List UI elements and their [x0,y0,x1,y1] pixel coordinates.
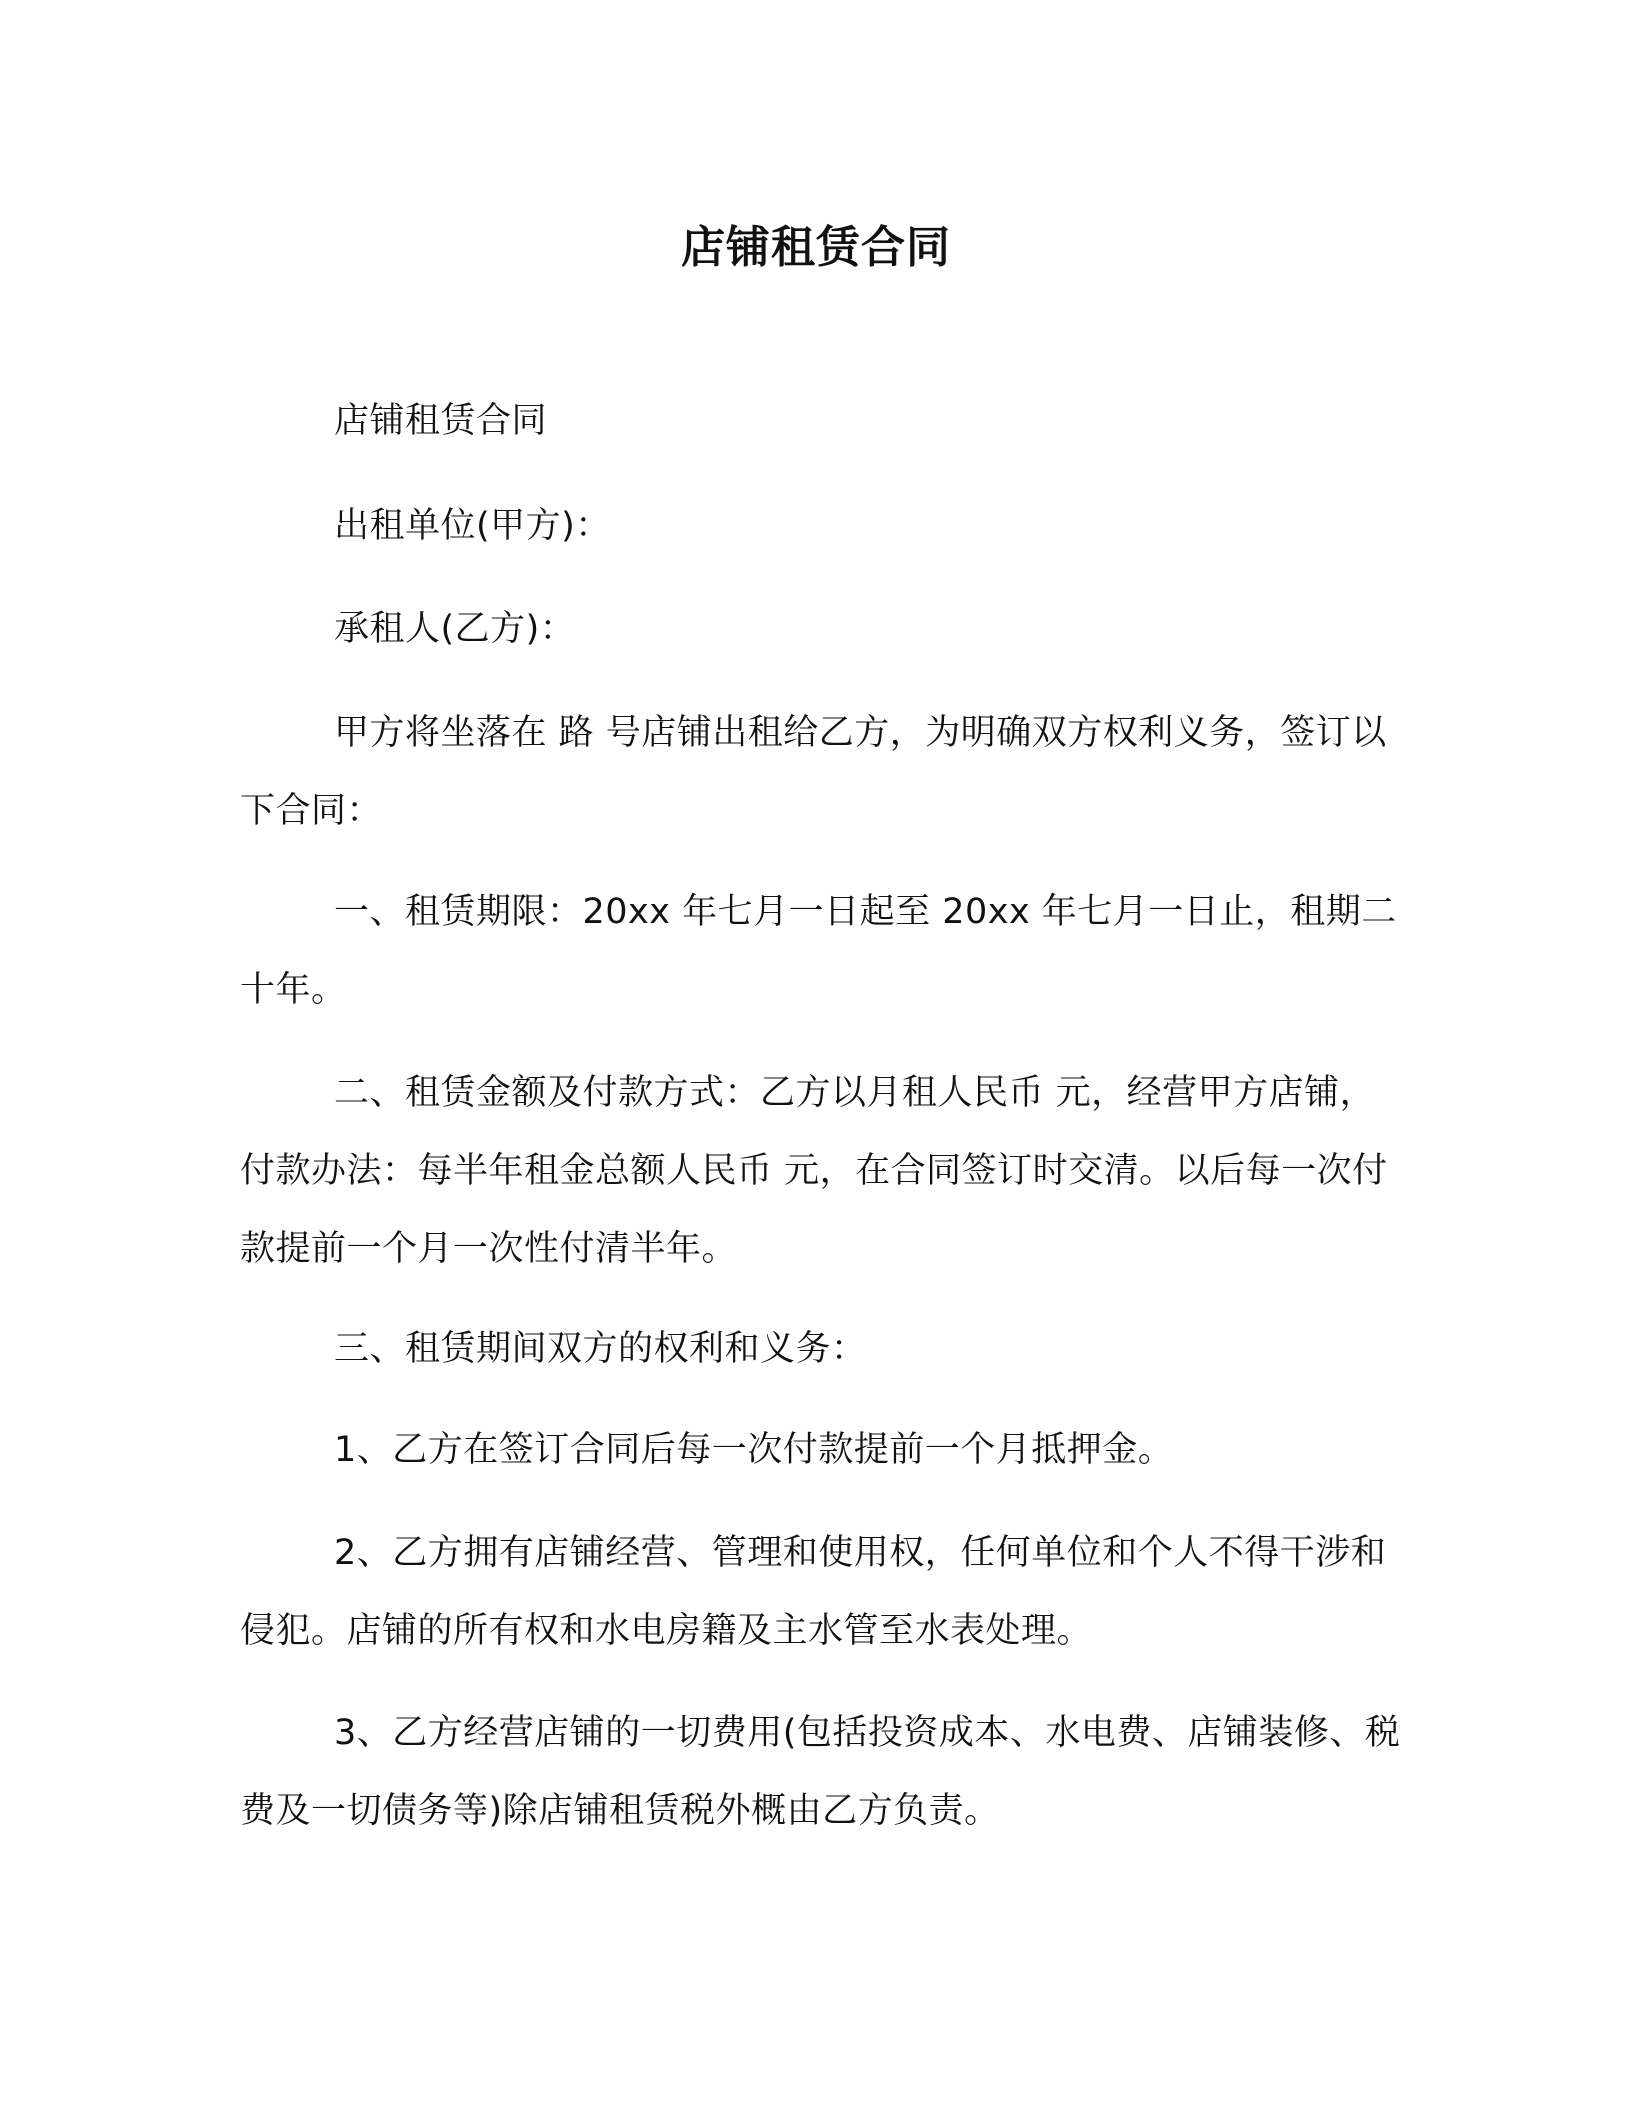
paragraph-lessor: 出租单位(甲方)： [334,506,611,546]
paragraph-clause-1: 一、租赁期限：20xx 年七月一日起至 20xx 年七月一日止，租期二十年。 [240,892,1397,1010]
paragraph-clause-2: 二、租赁金额及付款方式：乙方以月租人民币 元，经营甲方店铺，付款办法：每半年租金总额人民币 元，在合同签订时交清。以后每一次付款提前一个月一次性付清半年。 [240,1073,1388,1269]
paragraph-clause-3: 三、租赁期间双方的权利和义务： [334,1329,867,1369]
paragraph-item-1: 1、乙方在签订合同后每一次付款提前一个月抵押金。 [334,1430,1174,1470]
document-title: 店铺租赁合同 [681,222,951,273]
paragraph-preamble: 甲方将坐落在 路 号店铺出租给乙方，为明确双方权利义务，签订以下合同： [240,713,1387,831]
paragraph-heading: 店铺租赁合同 [334,401,548,441]
paragraph-item-2: 2、乙方拥有店铺经营、管理和使用权，任何单位和个人不得干涉和侵犯。店铺的所有权和水电房籍及主水管至水表处理。 [240,1533,1387,1651]
paragraph-item-3: 3、乙方经营店铺的一切费用(包括投资成本、水电费、店铺装修、税费及一切债务等)除店铺租赁税外概由乙方负责。 [240,1713,1401,1831]
paragraph-lessee: 承租人(乙方)： [334,609,576,649]
